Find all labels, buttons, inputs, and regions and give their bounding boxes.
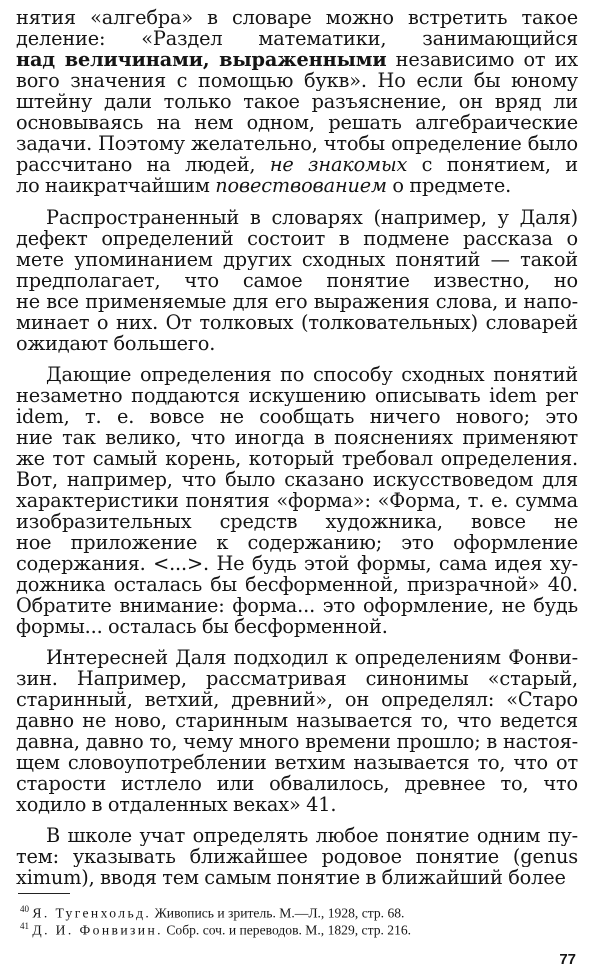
text-line: Вот, например, что было сказано искусствоведом для bbox=[16, 469, 578, 490]
footnote-41-author: Д. И. Фонвизин. bbox=[32, 922, 163, 938]
paragraph-3 bbox=[16, 364, 578, 637]
emphasis-run: повествованием bbox=[215, 174, 387, 197]
text-line: ло наикратчайшим повествованием о предмете. bbox=[16, 174, 512, 197]
page-number: 77 bbox=[559, 951, 576, 968]
text-line: тем: указывать ближайшее родовое понятие (genus bbox=[16, 846, 578, 867]
paragraph-2 bbox=[16, 207, 578, 354]
footnote-40-marker: 40 bbox=[20, 904, 29, 914]
text-line: рассчитано на людей, не знакомых с понятием, и bbox=[16, 154, 578, 175]
text-line: старинный, ветхий, древний», он определял: «Старо bbox=[16, 689, 578, 710]
text-line: ходило в отдаленных веках» 41. bbox=[16, 793, 337, 816]
paragraph-5 bbox=[16, 825, 578, 888]
text-line: основываясь на нем одном, решать алгебраические bbox=[16, 112, 578, 133]
emphasis-run: над величинами, выраженными bbox=[16, 49, 387, 70]
text-line: формы... осталась бы бесформенной. bbox=[16, 615, 388, 638]
footnote-41 bbox=[20, 917, 572, 940]
footnote-40-author: Я. Тугенхольд. bbox=[32, 905, 152, 921]
paragraph-1 bbox=[16, 7, 578, 196]
text-line: деление: «Раздел математики, занимающийся bbox=[16, 28, 578, 49]
main-text-column bbox=[16, 7, 578, 888]
text-line: щем словоупотреблении ветхим называется то, что от bbox=[16, 752, 578, 773]
text-line: Дающие определения по способу сходных понятий bbox=[46, 364, 578, 385]
text-line: дефект определений состоит в подмене рассказа о bbox=[16, 228, 578, 249]
text-line: нятия «алгебра» в словаре можно встретить такое bbox=[16, 7, 578, 28]
text-line: не все применяемые для его выражения слова, и напо- bbox=[16, 291, 578, 312]
footnote-41-marker: 41 bbox=[20, 921, 29, 931]
text-line: предполагает, что самое понятие известно, но bbox=[16, 270, 578, 291]
text-line: ное приложение к содержанию; это оформление bbox=[16, 532, 578, 553]
text-line: мете упоминанием других сходных понятий — такой bbox=[16, 249, 578, 270]
text-line: ximum), вводя тем самым понятие в ближайший более bbox=[16, 866, 566, 889]
footnote-separator bbox=[18, 893, 70, 894]
text-line: старости истлело или обвалилось, древнее то, что bbox=[16, 773, 578, 794]
text-line: ние так велико, что иногда в пояснениях применяют bbox=[16, 427, 578, 448]
text-line: idem, т. е. вовсе не сообщать ничего нового; это bbox=[16, 406, 578, 427]
text-line: характеристики понятия «форма»: «Форма, т. е. сумма bbox=[16, 490, 578, 511]
text-line: вого значения с помощью букв». Но если бы юному bbox=[16, 70, 578, 91]
footnote-41-text: Собр. соч. и переводов. М., 1829, стр. 216. bbox=[166, 922, 412, 938]
text-line: же тот самый корень, который требовал определения. bbox=[16, 448, 578, 469]
text-line: дожника осталась бы бесформенной, призрачной» 40. bbox=[16, 574, 578, 595]
text-line: давно не ново, старинным называется то, что ведется bbox=[16, 710, 578, 731]
text-line: незаметно поддаются искушению описывать idem per bbox=[16, 385, 578, 406]
text-line: изобразительных средств художника, вовсе не bbox=[16, 511, 578, 532]
text-line: Интересней Даля подходил к определениям Фонви- bbox=[46, 647, 578, 668]
emphasis-run: не знакомых bbox=[269, 154, 408, 175]
text-line: содержания. <...>. Не будь этой формы, сама идея ху- bbox=[16, 553, 578, 574]
text-line: Распространенный в словарях (например, у Даля) bbox=[46, 207, 578, 228]
text-line: давна, давно то, чему много времени прошло; в настоя- bbox=[16, 731, 578, 752]
text-line: ожидают большего. bbox=[16, 332, 216, 355]
text-line: Обратите внимание: форма... это оформление, не будь bbox=[16, 595, 578, 616]
paragraph-4 bbox=[16, 647, 578, 815]
footnote-40-text: Живопись и зритель. М.—Л., 1928, стр. 68. bbox=[154, 905, 405, 921]
text-line: В школе учат определять любое понятие одним пу- bbox=[46, 825, 578, 846]
text-line: задачи. Поэтому желательно, чтобы определение было bbox=[16, 133, 578, 154]
text-line: зин. Например, рассматривая синонимы «старый, bbox=[16, 668, 578, 689]
text-line: минает о них. От толковых (толковательных) словарей bbox=[16, 312, 578, 333]
text-line: штейну дали только такое разъяснение, он вряд ли bbox=[16, 91, 578, 112]
text-line: над величинами, выраженными независимо от их bbox=[16, 49, 578, 70]
